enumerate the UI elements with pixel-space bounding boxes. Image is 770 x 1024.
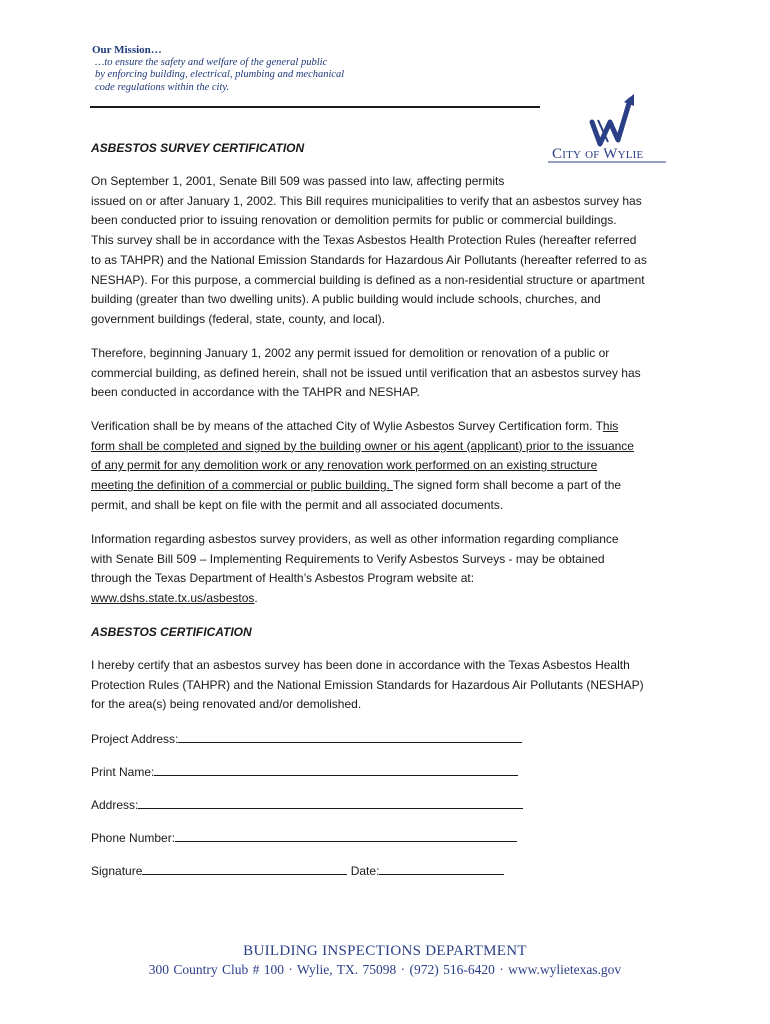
date-label: Date: bbox=[350, 864, 380, 878]
paragraph-verification bbox=[91, 417, 683, 516]
text-line: I hereby certify that an asbestos survey has been done in accordance with the Texas Asbestos Health bbox=[91, 658, 630, 672]
text-line: to as TAHPR) and the National Emission Standards for Hazardous Air Pollutants (hereafter referred to as bbox=[91, 252, 647, 267]
text-line: Information regarding asbestos survey providers, as well as other information regarding compliance bbox=[91, 532, 619, 546]
project-address-label: Project Address: bbox=[91, 732, 179, 746]
text-line: On September 1, 2001, Senate Bill 509 was passed into law, affecting permits bbox=[91, 174, 505, 188]
print-name-field bbox=[91, 764, 518, 779]
phone-number-field bbox=[91, 830, 517, 845]
text-line: been conducted in accordance with the TAHPR and NESHAP. bbox=[91, 385, 420, 400]
text-line: Therefore, beginning January 1, 2002 any permit issued for demolition or renovation of a public or bbox=[91, 346, 610, 360]
text-line: permit, and shall be kept on file with the permit and all associated documents. bbox=[91, 497, 504, 512]
text-line bbox=[91, 589, 683, 609]
address-field bbox=[91, 797, 523, 812]
text-line: issued on or after January 1, 2002. This Bill requires municipalities to verify that an asbestos survey has bbox=[91, 193, 642, 208]
header-divider bbox=[90, 106, 540, 108]
logo-text: City of Wylie bbox=[552, 146, 644, 162]
footer-contact: 300 Country Club # 100 · Wylie, TX. 75098 · (972) 516-6420 · www.wylietexas.gov bbox=[148, 962, 622, 977]
phone-number-input[interactable] bbox=[175, 830, 517, 842]
text-line: through the Texas Department of Health’s Asbestos Program website at: bbox=[91, 571, 475, 586]
text-line: building (greater than two dwelling units). A public building would include schools, churches, and bbox=[91, 292, 601, 307]
print-name-input[interactable] bbox=[154, 764, 518, 776]
underlined-text: meeting the definition of a commercial or public building. bbox=[91, 478, 393, 493]
paragraph-intro bbox=[91, 172, 683, 330]
footer-department: BUILDING INSPECTIONS DEPARTMENT bbox=[243, 943, 527, 959]
mission-title: Our Mission… bbox=[92, 44, 162, 56]
text-line: been conducted prior to issuing renovation or demolition permits for public or commercial buildings. bbox=[91, 213, 617, 228]
text-line bbox=[91, 417, 683, 437]
text-line: commercial building, as defined herein, shall not be issued until verification that an asbestos survey has bbox=[91, 365, 641, 380]
text-line bbox=[91, 476, 683, 496]
signature-input[interactable] bbox=[142, 863, 347, 875]
signature-label: Signature bbox=[91, 864, 143, 878]
paragraph-certify bbox=[91, 656, 683, 715]
text-line: Protection Rules (TAHPR) and the National Emission Standards for Hazardous Air Pollutants (NESHAP) bbox=[91, 677, 644, 692]
underlined-text: form shall be completed and signed by the building owner or his agent (applicant) prior to the issuance bbox=[91, 438, 634, 453]
print-name-label: Print Name: bbox=[91, 765, 155, 779]
mission-line: code regulations within the city. bbox=[95, 81, 230, 93]
phone-number-label: Phone Number: bbox=[91, 831, 176, 845]
mission-line: …to ensure the safety and welfare of the general public bbox=[95, 56, 328, 68]
date-input[interactable] bbox=[379, 863, 504, 875]
address-label: Address: bbox=[91, 798, 139, 812]
text-segment: . bbox=[254, 591, 258, 606]
logo-city-name bbox=[552, 146, 643, 163]
text-line: This survey shall be in accordance with the Texas Asbestos Health Protection Rules (hereafter referred bbox=[91, 233, 637, 248]
text-line: NESHAP). For this purpose, a commercial building is defined as a non-residential structure or apartment bbox=[91, 272, 645, 287]
underlined-text: his bbox=[602, 419, 619, 433]
paragraph-therefore bbox=[91, 344, 683, 403]
section-heading-survey: ASBESTOS SURVEY CERTIFICATION bbox=[91, 141, 305, 155]
text-segment: The signed form shall become a part of the bbox=[392, 478, 622, 493]
mission-statement bbox=[92, 44, 344, 94]
underlined-text: of any permit for any demolition work or any renovation work performed on an existing structure bbox=[91, 458, 598, 473]
text-line: with Senate Bill 509 – Implementing Requirements to Verify Asbestos Surveys - may be obtained bbox=[91, 551, 605, 566]
website-link[interactable]: www.dshs.state.tx.us/asbestos bbox=[91, 591, 255, 606]
section-heading-certification: ASBESTOS CERTIFICATION bbox=[91, 625, 252, 639]
project-address-field bbox=[91, 731, 522, 746]
address-input[interactable] bbox=[138, 797, 523, 809]
mission-line: by enforcing building, electrical, plumbing and mechanical bbox=[95, 69, 345, 80]
signature-date-row bbox=[91, 863, 504, 878]
project-address-input[interactable] bbox=[178, 731, 522, 743]
text-line: for the area(s) being renovated and/or demolished. bbox=[91, 697, 362, 712]
paragraph-information bbox=[91, 530, 683, 609]
text-segment: Verification shall be by means of the attached City of Wylie Asbestos Survey Certification form. T bbox=[91, 419, 603, 433]
text-line: government buildings (federal, state, county, and local). bbox=[91, 311, 385, 326]
